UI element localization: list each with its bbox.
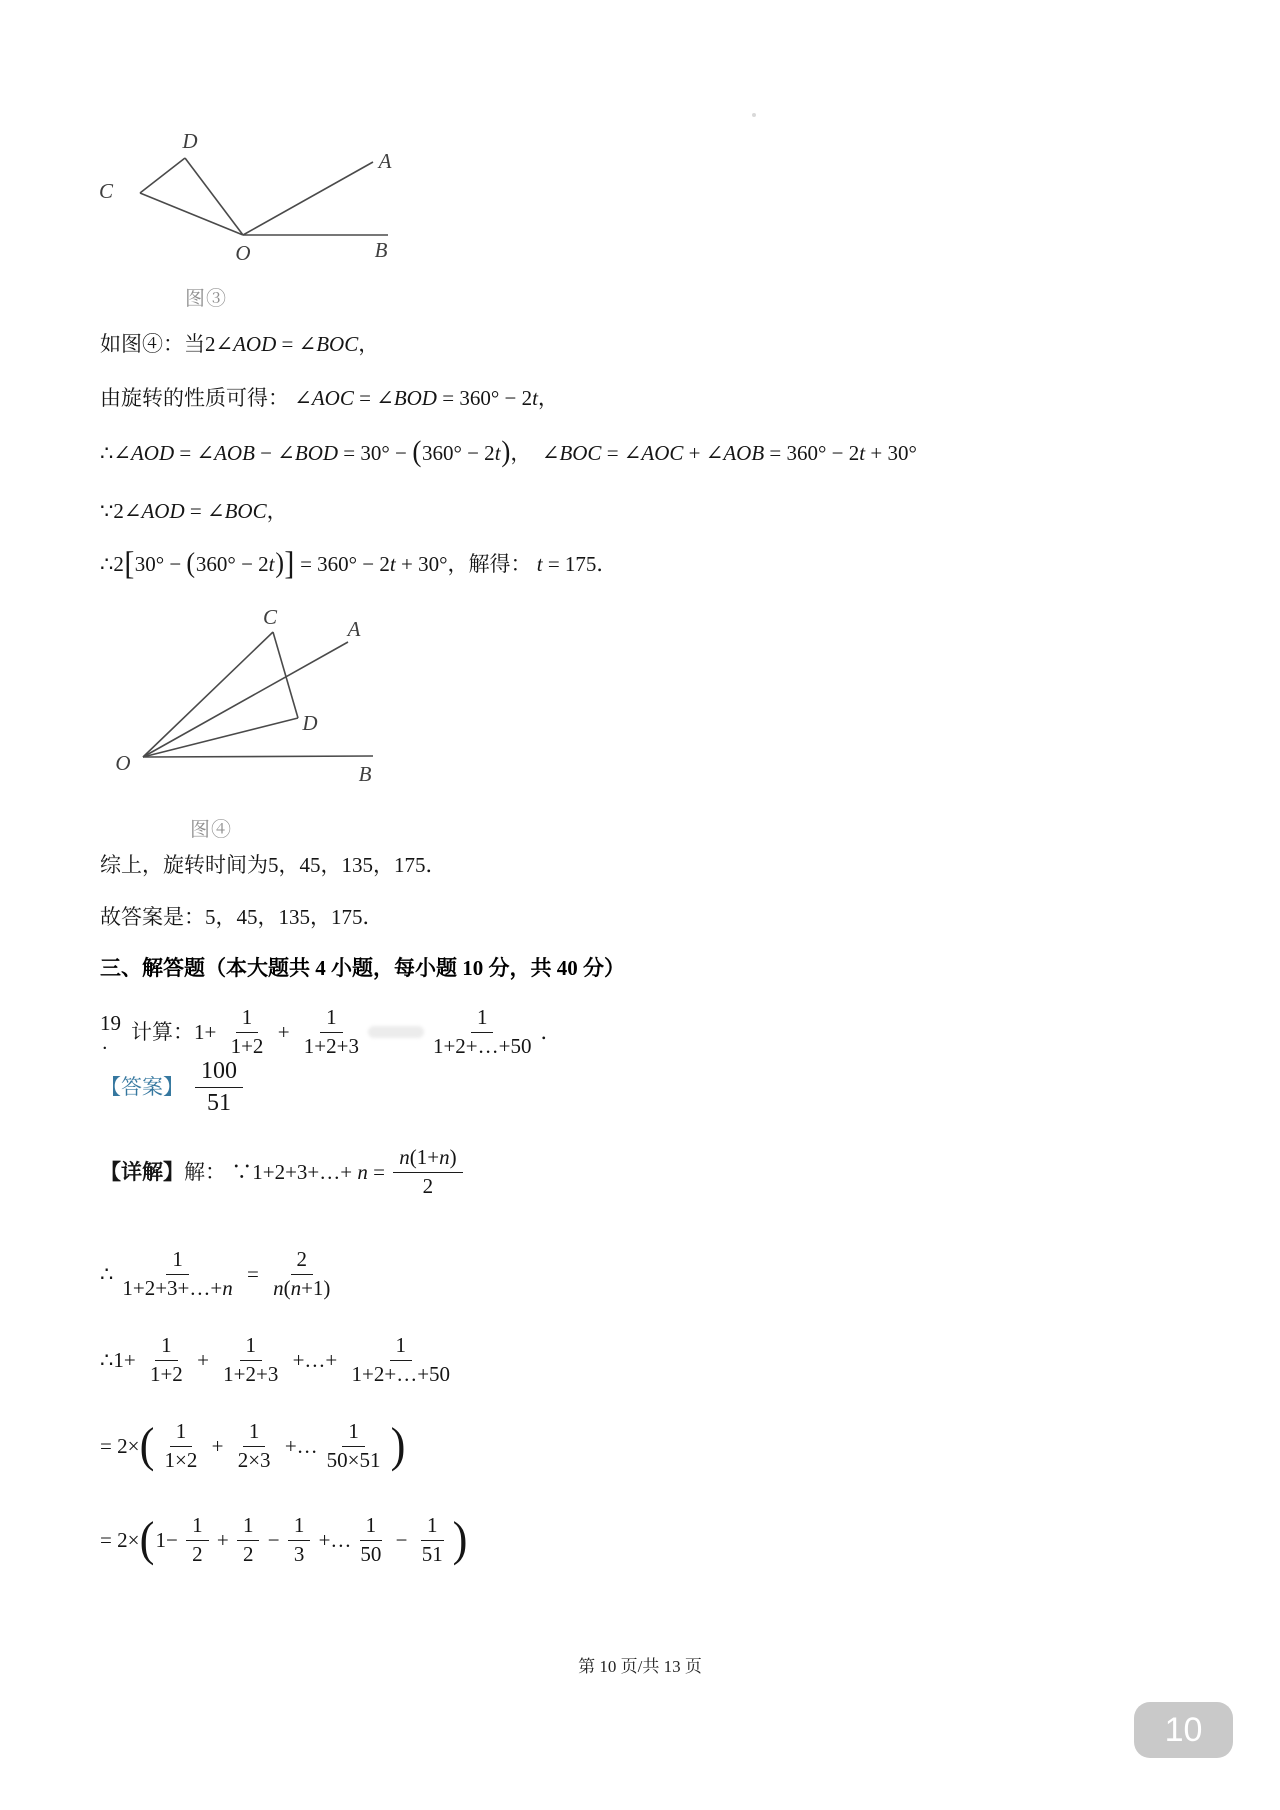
segment-CD [273, 632, 298, 718]
solution-line-rotation-property: 由旋转的性质可得： ∠AOC = ∠BOD = 360° − 2t， [100, 386, 559, 410]
solution-line-condition: 如图④：当2∠AOD = ∠BOC， [100, 332, 380, 356]
ray-OB [143, 756, 373, 757]
detail-line-5: = 2× ( 1− $\frac{1}{2}$ + $\frac{1}{2}$ − $\frac{1}{3}$ +… $\frac{1}{50}$ − $\frac{1}{51}$ ) [100, 1512, 468, 1566]
scan-artifact-dot [752, 113, 756, 117]
answer-line [100, 1058, 246, 1117]
point-label-B: B [374, 238, 388, 262]
problem19-number-text: 19 [100, 1010, 121, 1035]
point-label-B: B [358, 762, 372, 786]
detail-label: 【详解】 [100, 1159, 184, 1184]
solution-final-answer: 故答案是：5，45，135，175． [100, 905, 384, 929]
solution-line-derivation: ∴∠AOD = ∠AOB − ∠BOD = 30° − ( 360° − 2t ) ， ∠BOC = ∠AOC + ∠AOB = 360° − 2t + 30° [100, 436, 917, 468]
solution-summary: 综上，旋转时间为5，45，135，175． [100, 853, 447, 877]
page-footer: 第 10 页/共 13 页 [578, 1657, 702, 1676]
detail-line-4: = 2× ( $\frac{1}{1\times 2}$ + $\frac{1}{2\times 3}$ +… $\frac{1}{50\times 51}$ ) [100, 1418, 405, 1472]
problem19-label: 计算： [131, 1019, 194, 1044]
point-label-D: D [182, 129, 198, 153]
point-label-A: A [347, 617, 361, 641]
answer-value: $\frac{100}{51}$ [192, 1058, 246, 1117]
answer-label: 【答案】 [100, 1075, 184, 1100]
figure4-diagram [98, 606, 398, 791]
point-label-C: C [262, 606, 278, 629]
figure3-caption: 图③ [185, 288, 227, 310]
problem19-number-dot: ． [102, 1032, 120, 1053]
problem19-expression: 1+ $\frac{1}{1+2}$ + $\frac{1}{1+2+3}$ $\frac{1}{1+2+\dots+50}$ ． [194, 1005, 562, 1058]
solution-line-because: ∵2∠AOD = ∠BOC， [100, 499, 288, 523]
detail-line-3: ∴1+ $\frac{1}{1+2}$ + $\frac{1}{1+2+3}$ +…+ $\frac{1}{1+2+\dots+50}$ [100, 1333, 451, 1386]
detail-line-1-math: 解： ∵1+2+3+…+ n = $\frac{n(1+n)}{2}$ [184, 1146, 466, 1198]
page-number-badge: 10 [1134, 1702, 1233, 1758]
point-label-C: C [98, 179, 114, 203]
detail-line-1 [100, 1146, 466, 1198]
point-label-A: A [378, 149, 392, 173]
point-label-O: O [115, 751, 131, 775]
problem19-line [100, 1006, 562, 1058]
detail-line-2: ∴ $\frac{1}{1+2+3+\dots+n}$ = $\frac{2}{n(n+1)}$ [100, 1247, 331, 1300]
segment-CD [140, 158, 185, 193]
ray-OD [143, 718, 298, 757]
problem19-number [100, 1012, 121, 1053]
solution-line-equation-solve: ∴2 [ 30° − ( 360° − 2t ) ] = 360° − 2t + 30°，解得： t = 175． [100, 546, 618, 582]
ray-OA [243, 162, 373, 235]
point-label-O: O [235, 241, 251, 265]
figure4-caption: 图④ [190, 819, 232, 841]
figure3-diagram [98, 120, 408, 270]
section-heading: 三、解答题（本大题共 4 小题，每小题 10 分，共 40 分） [100, 956, 625, 980]
point-label-D: D [302, 711, 318, 735]
